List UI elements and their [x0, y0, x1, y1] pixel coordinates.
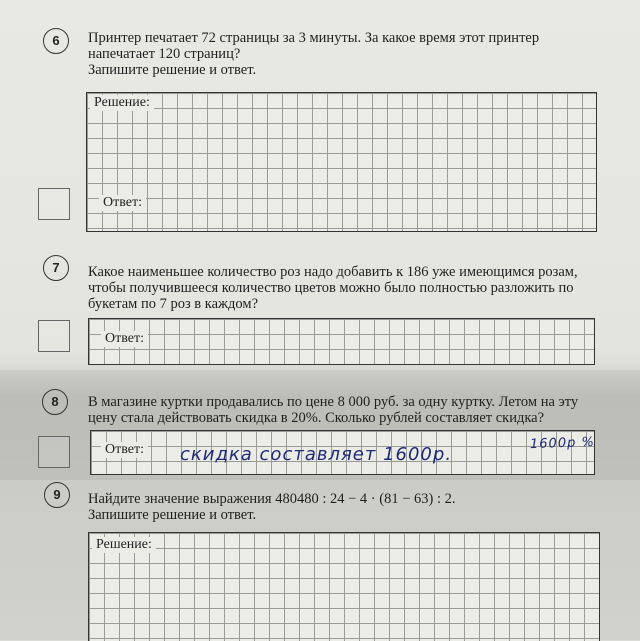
question-7-text [88, 264, 603, 312]
question-8-line-1: В магазине куртки продавались по цене 8 000 руб. за одну куртку. Летом на эту [88, 394, 579, 410]
question-7-line-3: букетам по 7 роз в каждом? [88, 296, 259, 312]
question-9-solution-label: Решение: [92, 537, 156, 553]
question-8-number: 8 [42, 389, 68, 415]
question-8-answer-label: Ответ: [101, 442, 148, 458]
question-7-number: 7 [43, 255, 69, 281]
question-6-line-1: Принтер печатает 72 страницы за 3 минуты. За какое время этот принтер [88, 30, 540, 46]
question-7-answer-label: Ответ: [101, 331, 148, 347]
question-6-score-box[interactable] [38, 188, 70, 220]
question-6-text [88, 30, 598, 78]
question-6-answer-label: Ответ: [99, 195, 146, 211]
question-6-line-3: Запишите решение и ответ. [88, 62, 257, 78]
question-8-line-2: цену стала действовать скидка в 20%. Сколько рублей составляет скидка? [88, 410, 545, 426]
question-6-line-2: напечатает 120 страниц? [88, 46, 241, 62]
question-8-handwritten-note: 1600р % [529, 434, 596, 453]
question-8-handwritten-answer: скидка составляет 1600р. [180, 444, 453, 465]
question-9-line-1: Найдите значение выражения 480480 : 24 − 4 · (81 − 63) : 2. [88, 491, 456, 507]
question-9-text [88, 491, 608, 523]
question-7-line-2: чтобы получившееся количество цветов можно было полностью разложить по [88, 280, 574, 296]
question-7-line-1: Какое наименьшее количество роз надо добавить к 186 уже имеющимся розам, [88, 264, 578, 280]
question-7-score-box[interactable] [38, 320, 70, 352]
question-6-number: 6 [43, 28, 69, 54]
question-8-text [88, 394, 608, 426]
question-8-score-box[interactable] [38, 436, 70, 468]
question-9-line-2: Запишите решение и ответ. [88, 507, 257, 523]
question-6-solution-label: Решение: [90, 95, 154, 111]
question-9-solution-grid[interactable] [88, 532, 600, 641]
question-6-solution-grid[interactable] [86, 92, 597, 232]
question-9-number: 9 [44, 482, 70, 508]
question-7-answer-grid[interactable] [88, 318, 595, 365]
